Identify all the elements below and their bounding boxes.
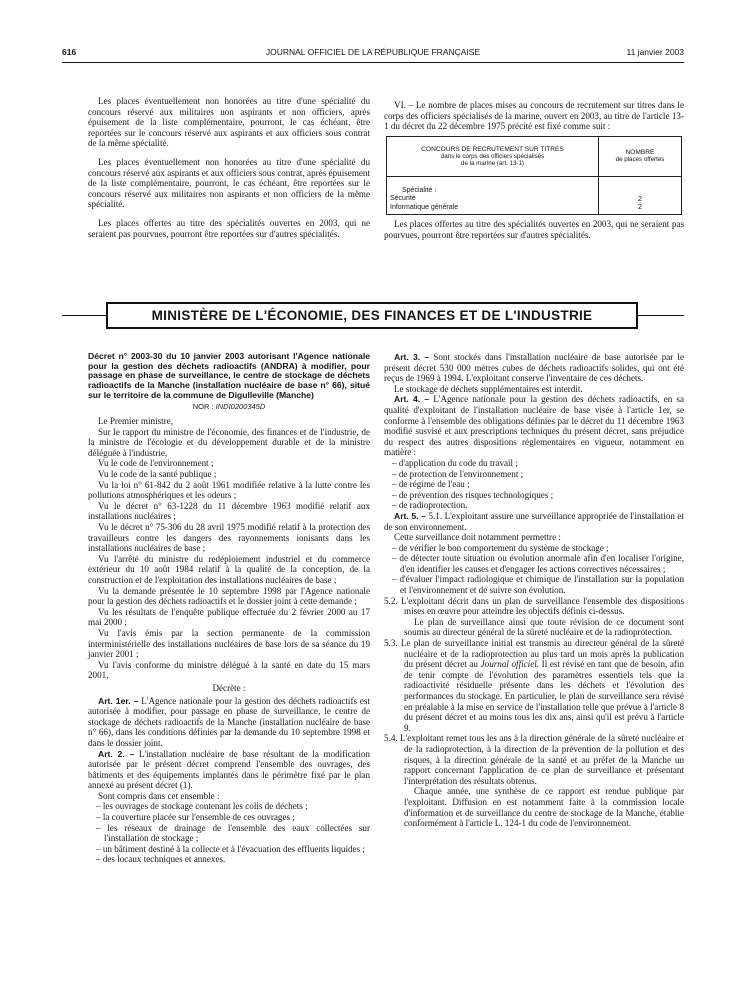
specialite-row	[390, 195, 595, 204]
list-item: – les réseaux de drainage de l'ensemble des eaux collectées sur l'installation de stockage ;	[96, 822, 370, 844]
paragraph-text: Il est révisé en tant que de besoin, afin de tenir compte de l'évolution des paramètres essentiels tels que la radioactivité résiduelle présente dans les déchets et l'évolution des performances du stockage. En particulier, le plan de surveillance sera révisé en préalable à la mise en service de l'installation telle que prévue à l'article 8 du présent décret et au moins tous les dix ans, ainsi qu'il est prévu à l'article 9.	[404, 659, 685, 733]
paragraph: Les places offertes au titre des spécialités ouvertes en 2003, qui ne seraient pas pourvues, pourront être reportées sur d'autres spécialités.	[384, 219, 684, 240]
article-2	[88, 749, 370, 791]
premier-ministre: Le Premier ministre,	[98, 416, 174, 427]
nor-label: NOR :	[192, 401, 214, 411]
list-item: – de radioprotection.	[392, 500, 468, 511]
specialite-name: Informatique générale	[390, 203, 459, 211]
header-rule	[62, 62, 684, 63]
article-text: L'Agence nationale pour la gestion des déchets radioactifs est autorisée à modifier, pour passage en phase de surveillance, le centre de stockage de déchets radioactifs de la Manche (installation nucléaire de base n° 66), dans les conditions définies par la demande du 10 septembre 1998 et dans le dossier joint.	[88, 695, 370, 748]
paragraph-5-2	[384, 596, 684, 617]
paragraph: VI. – Le nombre de places mises au concours de recrutement sur titres dans le corps des officiers spécialisés de la marine, ouvert en 2003, au titre de l'article 13-1 du décret du 22 décembre 1975 précité est fixé comme suit :	[384, 100, 684, 132]
header-line: de places offertes	[615, 156, 665, 164]
article-3	[384, 352, 684, 384]
list-item: – d'évaluer l'impact radiologique et chimique de l'installation sur la population et l'environnement et de suivre son évolution.	[392, 574, 684, 596]
banner-rule-left	[62, 315, 106, 316]
table-header-nombre	[599, 136, 682, 176]
paragraph-5-2-cont: Le plan de surveillance ainsi que toute révision de ce document sont soumis au directeur général de la sûreté nucléaire et de la radioprotection.	[404, 616, 684, 638]
paragraph-number: 5.2.	[384, 595, 398, 606]
visa: Vu le décret n° 75-306 du 28 avril 1975 modifié relatif à la protection des travailleurs contre les dangers des rayonnements ionisants dans les installations nucléaires de base ;	[88, 522, 370, 554]
header-line: NOMBRE	[625, 149, 655, 157]
article-text: 5.1. L'exploitant assure une surveillance appropriée de l'installation et de son environnement.	[384, 510, 684, 532]
issue-date: 11 janvier 2003	[626, 47, 684, 57]
article-text: L'installation nucléaire de base résultant de la modification autorisée par le présent décret comprend l'ensemble des ouvrages, des bâtiments et des équipements implantés dans le périmètre fixé par le plan annexé au présent décret (1).	[88, 748, 370, 791]
article-text: Sont stockés dans l'installation nucléaire de base autorisée par le présent décret 530 000 mètres cubes de déchets radioactifs solides, qui ont été reçus de 1969 à 1994. L'exploitant conserve l'inventaire de ces déchets.	[384, 352, 684, 384]
places-value: 2	[637, 193, 643, 203]
article-label: Art. 5. –	[394, 510, 426, 521]
visa: Vu la loi n° 61-842 du 2 août 1961 modifiée relative à la lutte contre les pollutions atmosphériques et les odeurs ;	[88, 479, 370, 501]
decret-title: Décret n° 2003-30 du 10 janvier 2003 autorisant l'Agence nationale pour la gestion des déchets radioactifs (ANDRA) à modifier, pour passage en phase de surveillance, le centre de stockage de déchets radioactifs de la Manche (installation nucléaire de base n° 66), situé sur le territoire de la commune de Digulleville (Manche)	[88, 351, 370, 400]
concours-table	[386, 136, 682, 216]
list-item: – d'application du code du travail ;	[392, 457, 518, 468]
paragraph-number: 5.4.	[384, 733, 398, 744]
nor-reference	[88, 402, 370, 413]
ministry-banner: MINISTÈRE DE L'ÉCONOMIE, DES FINANCES ET DE L'INDUSTRIE	[106, 302, 638, 329]
paragraph-5-4-cont: Chaque année, une synthèse de ce rapport est rendue publique par l'exploitant. Diffusion en est notamment faite à la commission locale d'information et de surveillance du centre de stockage de la Manche, établie conformément à l'article L. 124-1 du code de l'environnement.	[404, 786, 684, 829]
list-item: – de vérifier le bon comportement du système de stockage ;	[392, 542, 609, 553]
article-label: Art. 1er. –	[98, 695, 139, 706]
paragraph: Les places éventuellement non honorées au titre d'une spécialité du concours réservé aux militaires non aspirants et non officiers, après épuisement de la liste complémentaire, pourront, le cas échéant, être reportées sur le concours réservé aux aspirants et aux officiers sous contrat de la même spécialité.	[88, 96, 370, 149]
decret-left-column	[88, 352, 370, 865]
specialite-row	[390, 204, 595, 213]
article-text: L'Agence nationale pour la gestion des déchets radioactifs, en sa qualité d'exploitant de l'installation nucléaire de base visée à l'article 1er, se conforme à l'ensemble des obligations définies par le décret du 11 décembre 1963 modifié susvisé et aux prescriptions techniques du présent décret, sans préjudice du respect des autres dispositions réglementaires en vigueur, notamment en matière :	[384, 394, 685, 458]
article-label: Art. 2. –	[98, 748, 135, 759]
specialite-cell	[387, 176, 599, 215]
decrete: Décrète :	[212, 682, 246, 693]
paragraph-text: Le plan de surveillance initial est transmis au directeur général de la sûreté nucléaire et de la radioprotection au plus tard un mois après la publication du présent décret au	[400, 638, 684, 670]
list-item: – un bâtiment destiné à la collecte et à l'évacuation des effluents liquides ;	[96, 843, 365, 854]
visa: Vu le code de la santé publique ;	[98, 469, 217, 480]
article-1	[88, 696, 370, 749]
table-row	[387, 176, 682, 215]
paragraph-text: L'exploitant décrit dans un plan de surveillance l'ensemble des dispositions mises en œuvre pour atteindre les objectifs définis ci-dessus.	[401, 595, 684, 617]
rapport: Sur le rapport du ministre de l'économie, des finances et de l'industrie, de la ministre de l'écologie et du développement durable et de la ministre déléguée à l'industrie,	[88, 426, 370, 458]
article-4	[384, 394, 684, 458]
paragraph-5-3	[384, 638, 684, 733]
banner-rule-right	[638, 315, 684, 316]
nor-code: INDI0200345D	[215, 401, 266, 411]
visa: Vu l'arrêté du ministre du redéploiement industriel et du commerce extérieur du 10 août 1984 relatif à la qualité de la conception, de la construction et de l'exploitation des installations nucléaires de base ;	[88, 553, 370, 586]
visa: Vu le décret n° 63-1228 du 11 décembre 1963 modifié relatif aux installations nucléaires ;	[88, 500, 370, 522]
paragraph-5-4	[384, 733, 684, 786]
list-item: – des locaux techniques et annexes.	[96, 854, 226, 865]
paragraph: Les places offertes au titre des spécialités ouvertes en 2003, qui ne seraient pas pourvues, pourront être reportées sur d'autres spécialités.	[88, 217, 370, 239]
table-header-row	[387, 136, 682, 176]
list-item: – de régime de l'eau ;	[392, 479, 470, 490]
page-number: 616	[62, 47, 77, 57]
places-value: 2	[637, 202, 643, 212]
list-item: – de détecter toute situation ou évolution anormale afin d'en localiser l'origine, d'en identifier les causes et d'engager les actions correctives nécessaires ;	[392, 553, 684, 574]
visa: Vu l'avis conforme du ministre délégué à la santé en date du 15 mars 2001,	[88, 659, 370, 681]
header-line: dans le corps des officiers spécialisés	[440, 152, 545, 160]
header-line: de la marine (art. 13-1)	[461, 159, 524, 167]
list-item: – de protection de l'environnement ;	[392, 468, 524, 479]
article-3-text2: Le stockage de déchets supplémentaires est interdit.	[394, 383, 583, 394]
page-header	[62, 47, 684, 61]
list-item: – la couverture placée sur l'ensemble de ces ouvrages ;	[96, 812, 295, 823]
visa: Vu les résultats de l'enquête publique effectuée du 2 février 2000 au 17 mai 2000 ;	[88, 606, 370, 628]
top-left-column	[88, 96, 370, 239]
visa: Vu le code de l'environnement ;	[98, 458, 214, 469]
places-cell	[599, 176, 682, 215]
journal-title: JOURNAL OFFICIEL DE LA RÉPUBLIQUE FRANÇAISE	[265, 47, 481, 57]
journal-officiel-italic: Journal officiel.	[480, 659, 540, 670]
article-label: Art. 3. –	[394, 352, 430, 362]
article-5-sub: Cette surveillance doit notamment permettre :	[394, 532, 561, 543]
visa: Vu l'avis émis par la section permanente de la commission interministérielle des installations nucléaires de base lors de sa séance du 19 janvier 2001 ;	[88, 627, 370, 660]
article-2-sub: Sont compris dans cet ensemble :	[98, 790, 220, 801]
decret-right-column	[384, 352, 684, 829]
table-header-concours	[387, 136, 599, 176]
paragraph-number: 5.3.	[384, 638, 398, 649]
visa: Vu la demande présentée le 10 septembre 1998 par l'Agence nationale pour la gestion des déchets radioactifs et le dossier joint à cette demande ;	[88, 585, 370, 607]
paragraph: Les places éventuellement non honorées au titre d'une spécialité du concours réservé aux aspirants et aux officiers sous contrat, après épuisement de la liste complémentaire, pourront, le cas échéant, être reportées sur le concours réservé aux militaires non aspirants et non officiers de la même spécialité.	[88, 156, 370, 210]
top-right-column	[384, 100, 684, 240]
header-line: CONCOURS DE RECRUTEMENT SUR TITRES	[421, 145, 564, 153]
specialite-label: Spécialité :	[402, 186, 437, 194]
paragraph-text: L'exploitant remet tous les ans à la direction générale de la sûreté nucléaire et de la radioprotection, à la direction de la prévention de la pollution et des risques, à la direction générale de la santé et au préfet de la Manche un rapport concernant l'application de ce plan de surveillance et présentant l'interprétation des résultats obtenus.	[400, 733, 684, 786]
list-item: – de prévention des risques technologiques ;	[392, 489, 554, 500]
article-label: Art. 4. –	[394, 394, 430, 405]
specialite-name: Sécurité	[390, 195, 416, 203]
list-item: – les ouvrages de stockage contenant les colis de déchets ;	[96, 801, 308, 812]
article-5	[384, 511, 684, 532]
